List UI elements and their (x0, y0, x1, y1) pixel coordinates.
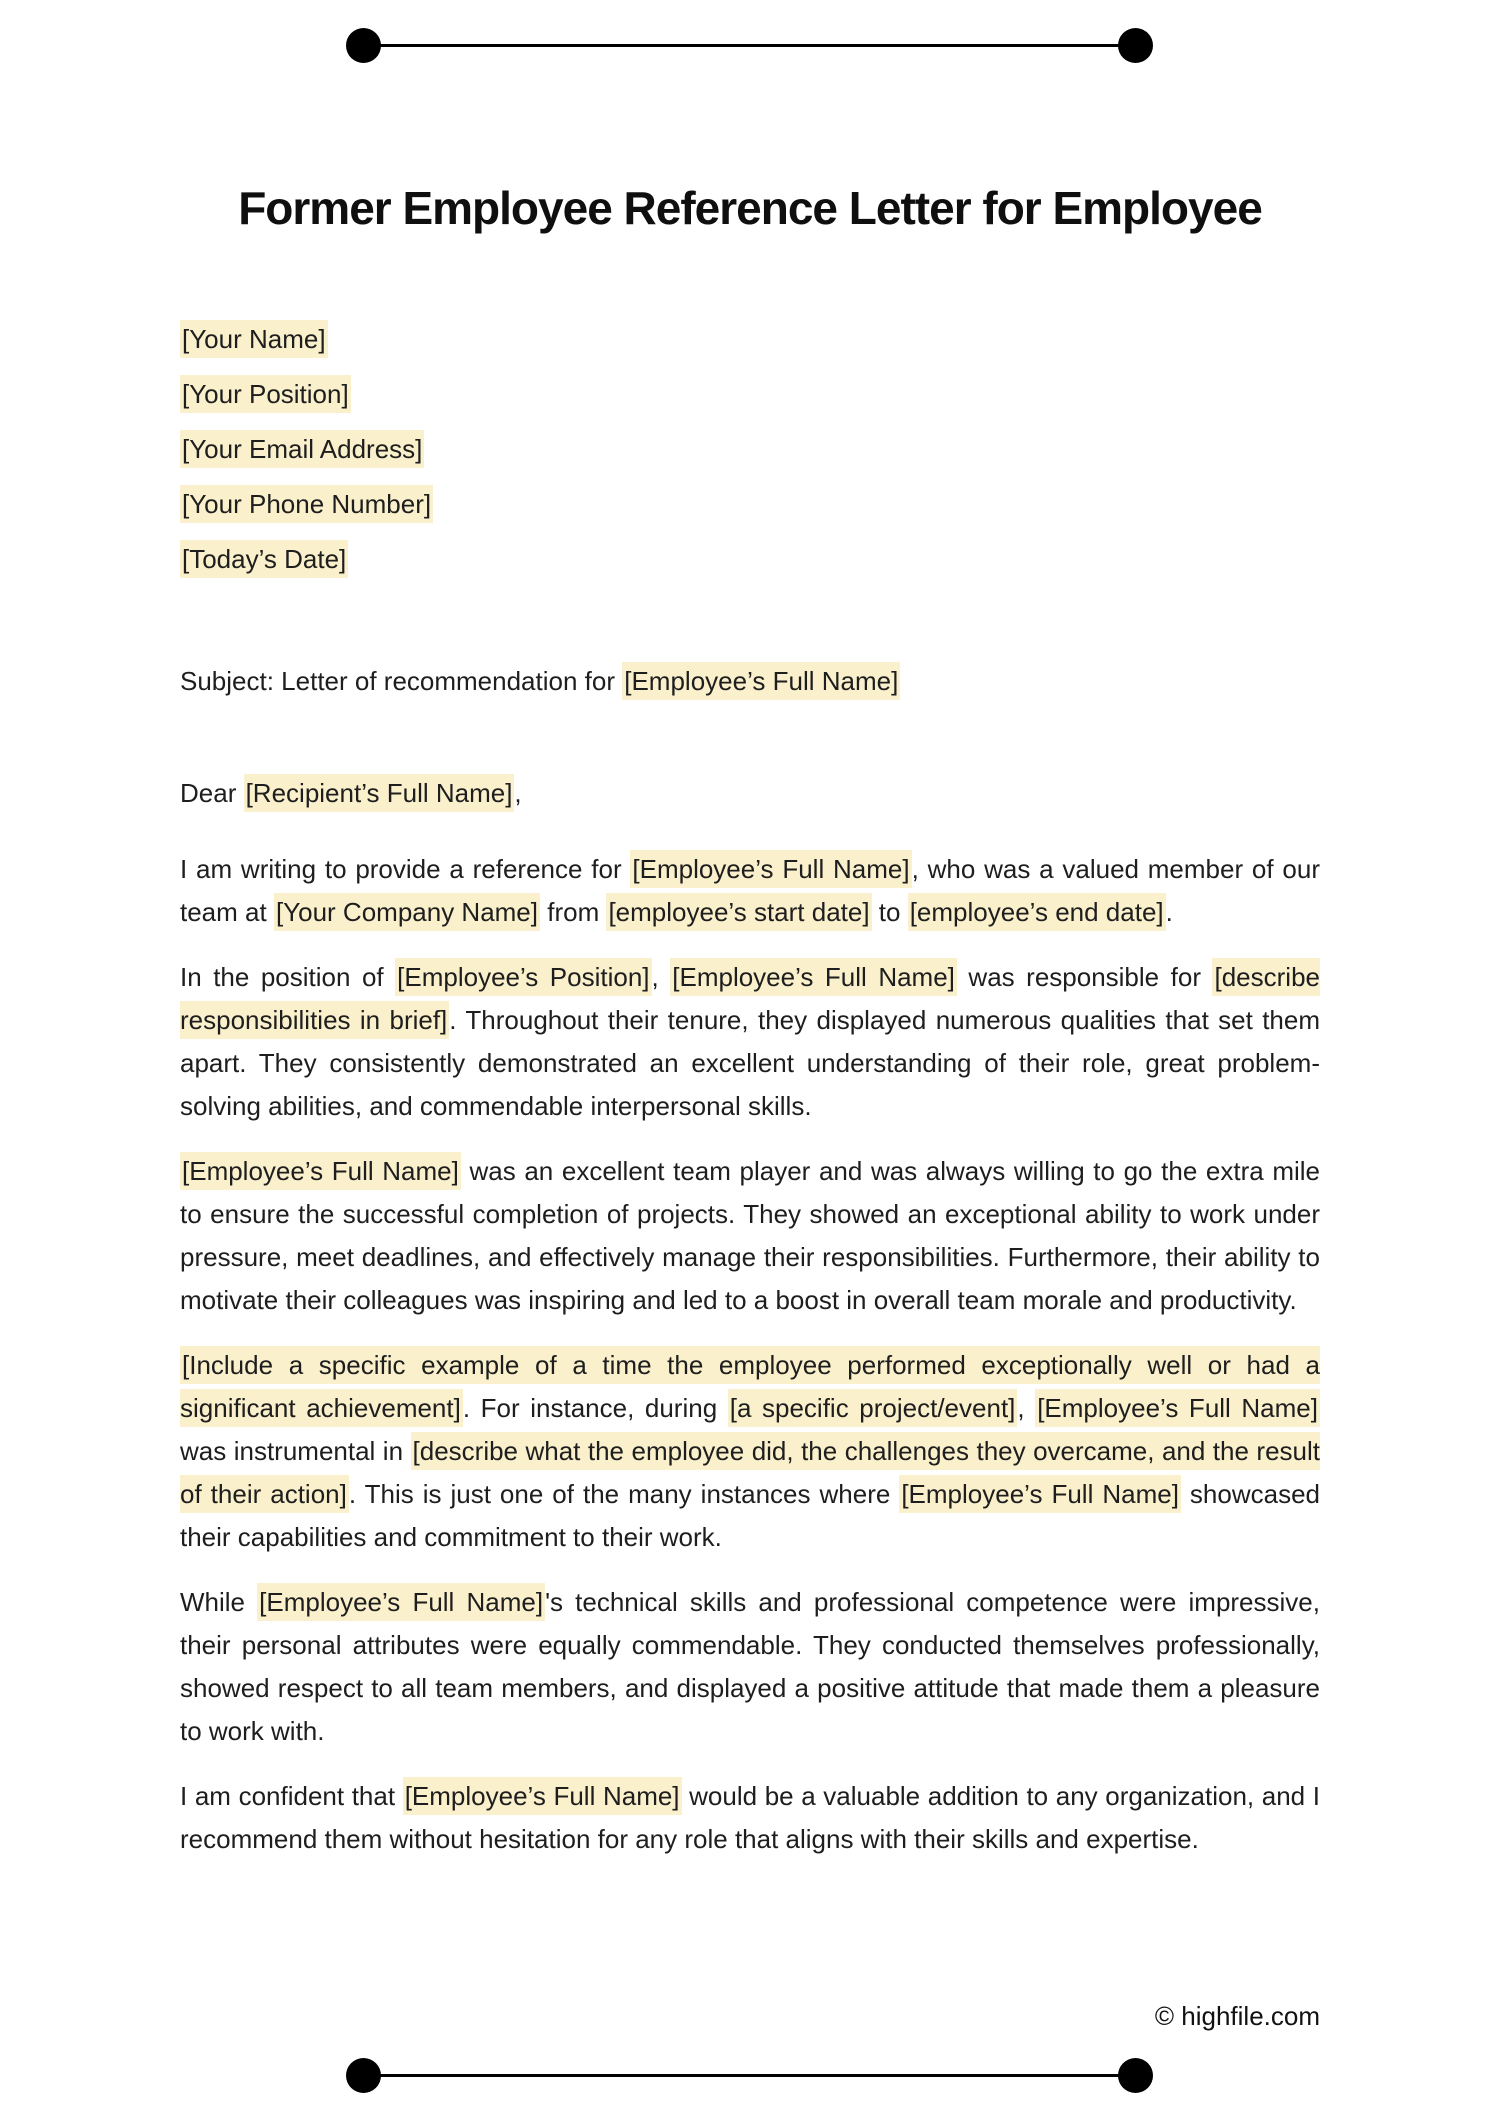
placeholder-highlight: [employee’s start date] (606, 893, 871, 931)
letter-content (180, 0, 1320, 1883)
text-run: I am confident that (180, 1781, 403, 1811)
text-run: 's technical skills and professional competence were impressive, their personal attributes were equally commendable. They conducted themselves professionally, showed respect to all team members, and displayed a positive attitude that made them a pleasure to work with. (180, 1587, 1320, 1746)
text-run: , (651, 962, 671, 992)
greeting-line (180, 772, 1320, 814)
text-run: . Throughout their tenure, they displayed numerous qualities that set them apart. They consistently demonstrated an excellent understanding of their role, great problem-solving abilities, and commendable interpersonal skills. (180, 1005, 1320, 1121)
subject-line (180, 660, 1320, 702)
placeholder-highlight: [Employee’s Full Name] (670, 958, 957, 996)
placeholder-highlight: [Employee’s Full Name] (899, 1475, 1181, 1513)
text-run: I am writing to provide a reference for (180, 854, 631, 884)
placeholder-highlight: [describe what the employee did, the challenges they overcame, and the result of their action] (180, 1432, 1320, 1513)
contact-line (180, 373, 1320, 415)
decoration-dot-left (346, 2058, 381, 2093)
decoration-line (375, 2074, 1124, 2077)
placeholder-highlight: [Your Name] (180, 320, 328, 358)
placeholder-highlight: [Employee’s Position] (395, 958, 651, 996)
placeholder-highlight: [employee’s end date] (908, 893, 1166, 931)
text-run: . This is just one of the many instances where (348, 1479, 900, 1509)
paragraph (180, 1344, 1320, 1559)
text-run: from (540, 897, 607, 927)
placeholder-highlight: [describe responsibilities in brief] (180, 958, 1320, 1039)
placeholder-highlight: [Employee’s Full Name] (257, 1583, 545, 1621)
placeholder-highlight: [Your Phone Number] (180, 485, 433, 523)
placeholder-highlight: [Employee’s Full Name] (403, 1777, 682, 1815)
footer-credit: © highfile.com (1154, 2001, 1320, 2031)
text-run: . (1165, 897, 1173, 927)
paragraph (180, 956, 1320, 1128)
text-run: , (1017, 1393, 1036, 1423)
text-run: Dear (180, 778, 244, 808)
placeholder-highlight: [Your Email Address] (180, 430, 424, 468)
placeholder-highlight: [Employee’s Full Name] (180, 1152, 461, 1190)
placeholder-highlight: [a specific project/event] (728, 1389, 1018, 1427)
decoration-dot-right (1118, 2058, 1153, 2093)
placeholder-highlight: [Today’s Date] (180, 540, 348, 578)
bottom-decoration (346, 2057, 1153, 2093)
placeholder-highlight: [Employee’s Full Name] (622, 662, 900, 700)
placeholder-highlight: [Recipient’s Full Name] (244, 774, 515, 812)
contact-line (180, 538, 1320, 580)
placeholder-highlight: [Employee’s Full Name] (1035, 1389, 1320, 1427)
paragraph (180, 1150, 1320, 1322)
letter-body (180, 848, 1320, 1861)
paragraph (180, 848, 1320, 934)
text-run: , who was a valued member of our team at (180, 854, 1320, 927)
text-run: While (180, 1587, 258, 1617)
decoration-dot-left (346, 28, 381, 63)
contact-line (180, 318, 1320, 360)
text-run: was responsible for (956, 962, 1213, 992)
text-run: to (871, 897, 908, 927)
text-run: was an excellent team player and was always willing to go the extra mile to ensure the successful completion of projects. They showed an exceptional ability to work under pressure, meet deadlines, and effectively manage their responsibilities. Furthermore, their ability to motivate their colleagues was inspiring and led to a boost in overall team morale and productivity. (180, 1156, 1320, 1315)
sender-contact-block (180, 318, 1320, 580)
placeholder-highlight: [Your Position] (180, 375, 351, 413)
text-run: was instrumental in (180, 1436, 411, 1466)
text-run: Subject: Letter of recommendation for (180, 666, 623, 696)
document-title: Former Employee Reference Letter for Employee (238, 182, 1262, 234)
text-run: showcased their capabilities and commitment to their work. (180, 1479, 1320, 1552)
text-run: would be a valuable addition to any organization, and I recommend them without hesitation for any role that aligns with their skills and expertise. (180, 1781, 1320, 1854)
paragraph (180, 1775, 1320, 1861)
placeholder-highlight: [Your Company Name] (274, 893, 540, 931)
contact-line (180, 428, 1320, 470)
decoration-dot-right (1118, 28, 1153, 63)
text-run: In the position of (180, 962, 396, 992)
placeholder-highlight: [Include a specific example of a time the employee performed exceptionally well or had a significant achievement] (180, 1346, 1320, 1427)
contact-line (180, 483, 1320, 525)
text-run: , (514, 778, 522, 808)
paragraph (180, 1581, 1320, 1753)
text-run: . For instance, during (462, 1393, 728, 1423)
placeholder-highlight: [Employee’s Full Name] (630, 850, 911, 888)
